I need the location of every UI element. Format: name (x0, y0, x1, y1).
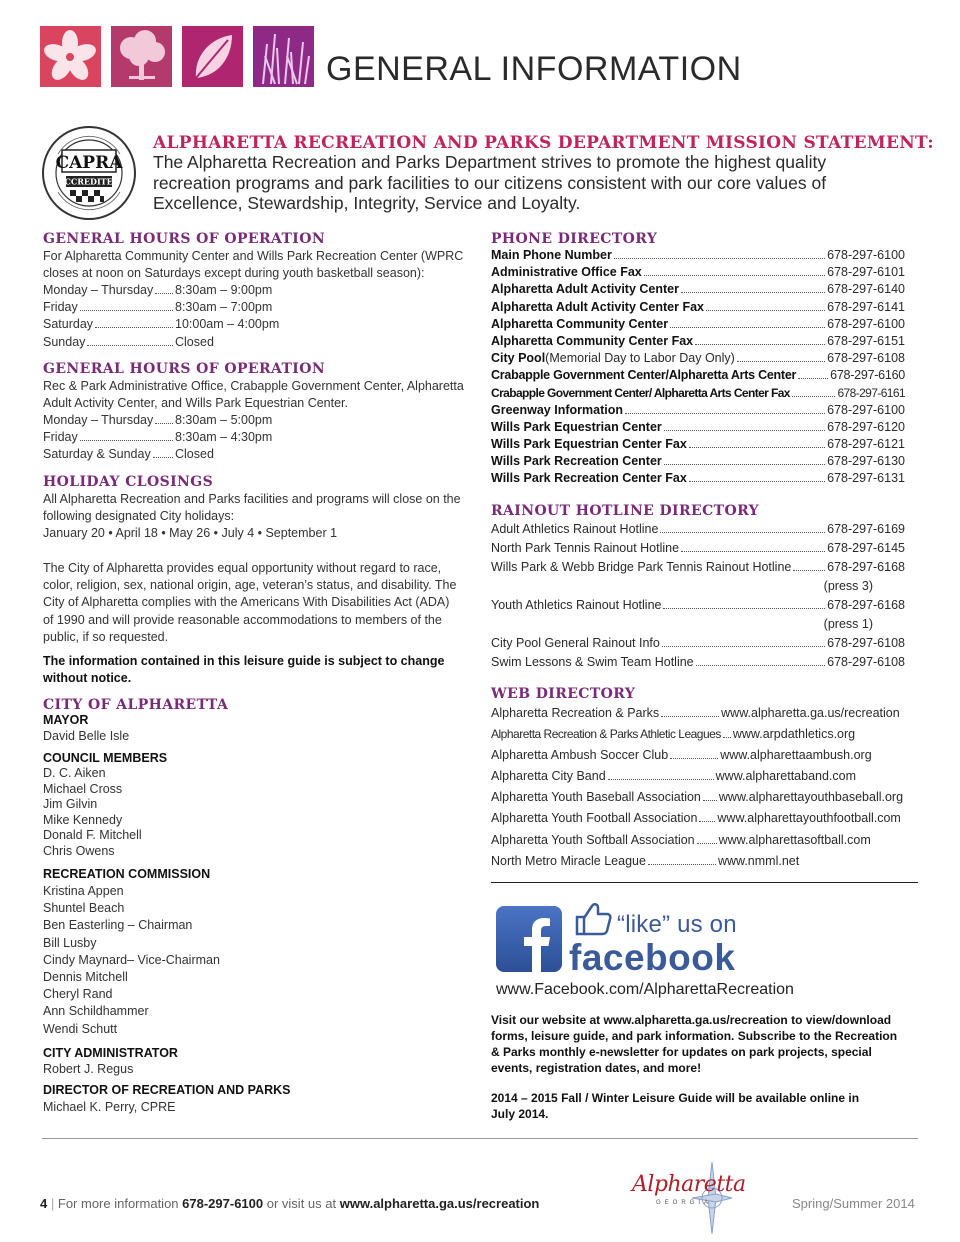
mission-line: recreation programs and park facilities to our citizens consistent with our core values of (153, 172, 827, 193)
rainout-label: City Pool General Rainout Info (491, 636, 660, 650)
footer-more-info: For more information (57, 1196, 179, 1211)
hours-time: 8:30am – 5:00pm (175, 413, 273, 427)
rainout-label: Youth Athletics Rainout Hotline (491, 598, 662, 612)
web-link[interactable]: www.arpdathletics.org (732, 727, 856, 742)
svg-text:ACCREDITED: ACCREDITED (58, 176, 120, 187)
hours-row (43, 413, 272, 430)
hours-row (43, 335, 279, 352)
footer-info (40, 1196, 539, 1211)
rainout-label: Adult Athletics Rainout Hotline (491, 522, 659, 536)
council-member: Chris Owens (43, 843, 115, 858)
page-title: GENERAL INFORMATION (326, 50, 742, 88)
council-list (43, 766, 142, 860)
phone-row (491, 300, 905, 317)
director-list (43, 1099, 175, 1116)
director-label: DIRECTOR OF RECREATION AND PARKS (43, 1083, 291, 1097)
administrator-label: CITY ADMINISTRATOR (43, 1046, 178, 1060)
facebook-wordmark: facebook (569, 937, 736, 978)
mission-statement (153, 152, 893, 214)
change-notice (43, 653, 473, 687)
web-label: Alpharetta Youth Football Association (491, 811, 698, 826)
rainout-press: (press 3) (823, 579, 873, 593)
phone-row (491, 437, 905, 454)
rainout-extra-row (491, 617, 905, 636)
phone-number: 678-297-6100 (827, 248, 905, 262)
page-number: 4 (40, 1196, 48, 1211)
rainout-row (491, 636, 905, 655)
capra-seal-logo (40, 124, 138, 222)
commission-member: Kristina Appen (43, 884, 124, 898)
mayor-list (43, 728, 129, 745)
web-row (491, 748, 911, 769)
mayor-name: David Belle Isle (43, 729, 130, 743)
rainout-label: Swim Lessons & Swim Team Hotline (491, 655, 694, 669)
holiday-line: All Alpharetta Recreation and Parks facilities and programs will close on the (43, 492, 461, 506)
hours-time: Closed (175, 334, 214, 349)
eeo-line: City of Alpharetta complies with the Americans With Disabilities Act (ADA) (43, 595, 450, 610)
hours-row (43, 300, 279, 317)
phone-number: 678-297-6121 (827, 437, 905, 452)
administrator-list (43, 1061, 133, 1078)
director-name: Michael K. Perry, CPRE (43, 1100, 176, 1114)
web-row (491, 769, 911, 790)
footer-phone: 678-297-6100 (182, 1196, 264, 1211)
alpharetta-logo-sub: GEORGIA (656, 1200, 713, 1206)
web-label: North Metro Miracle League (491, 853, 646, 868)
rainout-directory (491, 522, 905, 674)
phone-number: 678-297-6131 (827, 471, 905, 486)
commission-member: Wendi Schutt (43, 1021, 118, 1036)
rainout-row (491, 598, 905, 617)
flower-tile-icon (40, 26, 101, 87)
web-label: Alpharetta Recreation & Parks Athletic Leagues (491, 727, 721, 742)
hours-table (43, 283, 279, 352)
hours-intro (43, 378, 473, 412)
season-label: Spring/Summer 2014 (792, 1196, 915, 1211)
rainout-row (491, 541, 905, 560)
council-label: COUNCIL MEMBERS (43, 751, 168, 765)
web-link[interactable]: www.nmml.net (717, 853, 800, 868)
council-member: Jim Gilvin (43, 797, 98, 812)
footer-separator: | (50, 1196, 55, 1211)
alpharetta-logo (632, 1158, 746, 1238)
holiday-text (43, 491, 473, 543)
hours-intro-line: closes at noon on Saturdays except during youth basketball season): (43, 266, 425, 281)
hours-table (43, 413, 272, 465)
phone-row (491, 265, 905, 282)
eeo-line: color, religion, sex, national origin, age, veteran’s status, and disability. The (43, 578, 457, 593)
divider (491, 882, 918, 883)
hours-time: 10:00am – 4:00pm (175, 317, 280, 332)
guide-line: July 2014. (491, 1107, 549, 1121)
commission-member: Shuntel Beach (43, 901, 125, 916)
web-label: Alpharetta Youth Softball Association (491, 832, 695, 847)
eeo-statement (43, 560, 473, 646)
mission-line: The Alpharetta Recreation and Parks Department strives to promote the highest quality (153, 152, 827, 172)
phone-label: Alpharetta Community Center Fax (491, 333, 694, 348)
commission-label: RECREATION COMMISSION (43, 867, 211, 881)
grass-tile-icon (253, 26, 314, 87)
web-row (491, 854, 911, 875)
phone-label: Wills Park Equestrian Center Fax (491, 437, 687, 452)
hours-row (43, 283, 279, 300)
hours-day: Sunday (43, 334, 86, 349)
hours-heading: GENERAL HOURS OF OPERATION (43, 361, 326, 377)
hours-time: 8:30am – 9:00pm (175, 283, 273, 297)
phone-number: 678-297-6108 (827, 351, 905, 366)
rainout-number: 678-297-6169 (827, 522, 905, 536)
visit-website-text (491, 1012, 921, 1076)
rainout-press: (press 1) (823, 617, 873, 631)
phone-label: Alpharetta Adult Activity Center Fax (491, 299, 705, 314)
rainout-heading: RAINOUT HOTLINE DIRECTORY (491, 503, 760, 519)
phone-row (491, 334, 905, 351)
mission-heading: ALPHARETTA RECREATION AND PARKS DEPARTMENT MISSION STATEMENT: (153, 133, 934, 153)
phone-row (491, 282, 905, 299)
rainout-number: 678-297-6108 (827, 636, 905, 650)
council-member: Donald F. Mitchell (43, 828, 142, 843)
phone-label: Main Phone Number (491, 248, 612, 262)
hours-heading: GENERAL HOURS OF OPERATION (43, 231, 326, 247)
commission-list (43, 883, 220, 1038)
hours-intro-line: Rec & Park Administrative Office, Crabapple Government Center, Alpharetta (43, 379, 464, 393)
holiday-dates: January 20 • April 18 • May 26 • July 4 • September 1 (43, 526, 338, 541)
visit-line: events, registration dates, and more! (491, 1061, 702, 1075)
phone-number: 678-297-6130 (827, 454, 905, 469)
hours-time: 8:30am – 7:00pm (175, 300, 273, 315)
phone-row (491, 386, 905, 403)
web-link[interactable]: www.alpharettayouthbaseball.org (718, 790, 904, 805)
guide-line: 2014 – 2015 Fall / Winter Leisure Guide will be available online in (491, 1091, 860, 1105)
phone-number: 678-297-6120 (827, 419, 905, 434)
web-row (491, 833, 911, 854)
thumbs-up-icon (573, 902, 613, 936)
phone-number: 678-297-6100 (827, 316, 905, 331)
commission-member: Bill Lusby (43, 935, 97, 950)
rainout-extra-row (491, 579, 905, 598)
city-heading: CITY OF ALPHARETTA (43, 697, 229, 713)
visit-line: Visit our website at www.alpharetta.ga.us/recreation to view/download (491, 1013, 892, 1027)
web-heading: WEB DIRECTORY (491, 686, 636, 702)
web-label: Alpharetta City Band (491, 769, 606, 784)
phone-row (491, 420, 905, 437)
commission-member: Cheryl Rand (43, 987, 113, 1002)
phone-label: City Pool (491, 351, 546, 366)
phone-directory (491, 248, 905, 489)
rainout-number: 678-297-6108 (827, 655, 905, 669)
commission-member: Ann Schildhammer (43, 1004, 149, 1019)
tree-tile-icon (111, 26, 172, 87)
notice-line: without notice. (43, 671, 132, 686)
hours-day: Friday (43, 430, 78, 445)
hours-day: Monday – Thursday (43, 413, 154, 427)
phone-row (491, 351, 905, 368)
rainout-label: Wills Park & Webb Bridge Park Tennis Rainout Hotline (491, 560, 792, 574)
phone-label: Administrative Office Fax (491, 265, 642, 280)
guide-availability-text (491, 1090, 921, 1122)
phone-number: 678-297-6101 (827, 265, 905, 280)
hours-day: Saturday & Sunday (43, 447, 151, 462)
facebook-logo-icon[interactable] (496, 906, 562, 972)
commission-member: Cindy Maynard– Vice-Chairman (43, 952, 220, 967)
phone-row (491, 454, 905, 471)
council-member: Michael Cross (43, 781, 123, 796)
rainout-number: 678-297-6168 (827, 598, 905, 612)
phone-number: 678-297-6160 (830, 368, 905, 383)
web-link[interactable]: www.alpharettasoftball.com (718, 832, 871, 847)
footer-url-link[interactable]: www.alpharetta.ga.us/recreation (339, 1196, 540, 1211)
svg-text:CAPRA: CAPRA (55, 153, 123, 173)
footer-divider (42, 1138, 918, 1139)
web-directory (491, 706, 911, 875)
hours-row (43, 430, 272, 447)
hours-day: Monday – Thursday (43, 283, 154, 297)
council-member: D. C. Aiken (43, 766, 106, 780)
hours-row (43, 317, 279, 334)
phone-label: Crabapple Government Center/ Alpharetta Arts Center Fax (491, 385, 790, 400)
rainout-row (491, 560, 905, 579)
hours-day: Saturday (43, 317, 94, 332)
visit-line: & Parks monthly e-newsletter for updates on park projects, special (491, 1045, 872, 1059)
hours-row (43, 447, 272, 464)
phone-row (491, 317, 905, 334)
phone-number: 678-297-6140 (827, 282, 905, 297)
council-member: Mike Kennedy (43, 812, 123, 827)
like-us-text: “like” us on (617, 911, 737, 938)
web-row (491, 706, 911, 727)
web-label: Alpharetta Youth Baseball Association (491, 790, 701, 805)
phone-number: 678-297-6161 (837, 385, 905, 400)
rainout-row (491, 522, 905, 541)
holiday-heading: HOLIDAY CLOSINGS (43, 474, 214, 490)
hours-time: 8:30am – 4:30pm (175, 430, 273, 445)
rainout-number: 678-297-6145 (827, 541, 905, 555)
phone-label: Greenway Information (491, 402, 623, 417)
web-row (491, 790, 911, 811)
notice-line: The information contained in this leisure guide is subject to change (43, 654, 445, 668)
rainout-row (491, 655, 905, 674)
rainout-label: North Park Tennis Rainout Hotline (491, 541, 680, 555)
hours-intro-line: Adult Activity Center, and Wills Park Equestrian Center. (43, 396, 348, 411)
rainout-number: 678-297-6168 (827, 560, 905, 574)
phone-number: 678-297-6141 (827, 299, 905, 314)
web-link[interactable]: www.alpharettaambush.org (720, 748, 872, 763)
phone-label: Wills Park Recreation Center Fax (491, 471, 687, 486)
phone-row (491, 403, 905, 420)
phone-label: Alpharetta Community Center (491, 316, 669, 331)
mission-line: Excellence, Stewardship, Integrity, Service and Loyalty. (153, 193, 581, 213)
phone-row (491, 471, 905, 488)
web-label: Alpharetta Ambush Soccer Club (491, 748, 669, 763)
phone-row (491, 248, 905, 265)
eeo-line: public, if so requested. (43, 629, 169, 644)
hours-intro-line: For Alpharetta Community Center and Wills Park Recreation Center (WPRC (43, 249, 464, 263)
commission-member: Dennis Mitchell (43, 969, 128, 984)
footer-or-visit: or visit us at (266, 1196, 337, 1211)
phone-label: Wills Park Recreation Center (491, 454, 662, 469)
phone-heading: PHONE DIRECTORY (491, 231, 658, 247)
web-row (491, 811, 911, 832)
web-link[interactable]: www.alpharetta.ga.us/recreation (721, 706, 900, 720)
hours-day: Friday (43, 300, 78, 315)
alpharetta-logo-wordmark: Alpharetta (632, 1172, 746, 1197)
eeo-line: The City of Alpharetta provides equal opportunity without regard to race, (43, 561, 442, 575)
phone-note: (Memorial Day to Labor Day Only) (545, 351, 735, 366)
phone-label: Wills Park Equestrian Center (491, 419, 662, 434)
commission-member: Ben Easterling – Chairman (43, 918, 193, 933)
eeo-line: of 1990 and will provide reasonable accommodations to members of the (43, 612, 442, 627)
web-link[interactable]: www.alpharettaband.com (715, 769, 857, 784)
hours-time: Closed (175, 447, 214, 462)
administrator-name: Robert J. Regus (43, 1062, 134, 1076)
mayor-label: MAYOR (43, 713, 89, 727)
leaf-tile-icon (182, 26, 243, 87)
facebook-url-link[interactable]: www.Facebook.com/AlpharettaRecreation (496, 981, 794, 998)
phone-number: 678-297-6100 (827, 402, 905, 417)
holiday-line: following designated City holidays: (43, 509, 235, 524)
web-link[interactable]: www.alpharettayouthfootball.com (717, 811, 901, 826)
visit-line: forms, leisure guide, and park information. Subscribe to the Recreation (491, 1029, 898, 1043)
web-label: Alpharetta Recreation & Parks (491, 706, 660, 720)
hours-intro (43, 248, 473, 282)
phone-label: Crabapple Government Center/Alpharetta Arts Center (491, 368, 797, 383)
phone-row (491, 368, 905, 385)
phone-number: 678-297-6151 (827, 333, 905, 348)
web-row (491, 727, 911, 748)
phone-label: Alpharetta Adult Activity Center (491, 282, 679, 297)
